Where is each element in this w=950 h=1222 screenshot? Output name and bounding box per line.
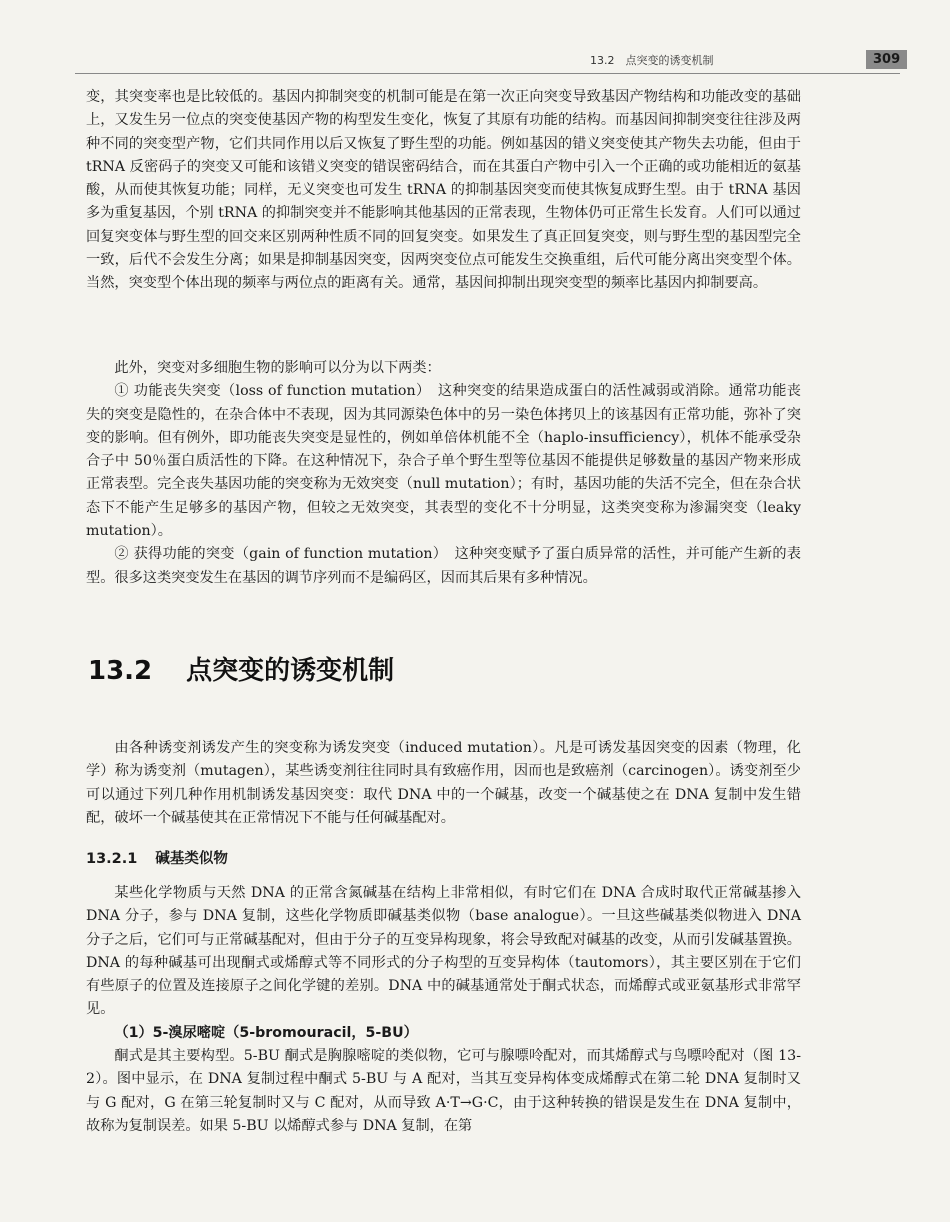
paragraph-gain-of-function: ② 获得功能的突变（gain of function mutation） 这种突变赋予了蛋白质异常的活性，并可能产生新的表型。很多这类突变发生在基因的调节序列而不是编码区，因而其后果有多种情况。: [86, 546, 801, 586]
subsection-number: 13.2.1: [86, 851, 138, 867]
paragraph: 某些化学物质与天然 DNA 的正常含氮碱基在结构上非常相似，有时它们在 DNA 合成时取代正常碱基掺入 DNA 分子，参与 DNA 复制，这些化学物质即碱基类似物（base analogue）。一旦这些碱基类似物进入 DNA 分子之后，它们可与正常碱基配对，但由于分子的互变异构现象，将会导致配对碱基的改变，从而引发碱基置换。DNA 的每种碱基可出现酮式或烯醇式等不同形式的分子构型的互变异构体（tautomors），其主要区别在于它们有些原子的位置及连接原子之间化学键的差别。DNA 中的碱基通常处于酮式状态，而烯醇式或亚氨基形式非常罕见。: [86, 885, 801, 1018]
body-text-bottom: [86, 882, 801, 1138]
page-number: 309: [866, 50, 907, 69]
body-text-middle: [86, 357, 801, 590]
section-intro: [86, 737, 801, 830]
paragraph: 由各种诱变剂诱发产生的突变称为诱发突变（induced mutation）。凡是可诱发基因突变的因素（物理，化学）称为诱变剂（mutagen），某些诱变剂往往同时具有致癌作用，因而也是致癌剂（carcinogen）。诱变剂至少可以通过下列几种作用机制诱发基因突变：取代 DNA 中的一个碱基，改变一个碱基使之在 DNA 复制中发生错配，破坏一个碱基使其在正常情况下不能与任何碱基配对。: [86, 740, 801, 826]
section-number: 13.2: [88, 656, 153, 686]
section-heading: [88, 650, 394, 687]
running-header-label: 13.2 点突变的诱变机制: [590, 54, 714, 67]
body-text-top: [86, 86, 801, 296]
paragraph: 变，其突变率也是比较低的。基因内抑制突变的机制可能是在第一次正向突变导致基因产物结构和功能改变的基础上，又发生另一位点的突变使基因产物的构型发生变化，恢复了其原有功能的结构。而基因间抑制突变往往涉及两种不同的突变型产物，它们共同作用以后又恢复了野生型的功能。例如基因的错义突变使其产物失去功能，但由于 tRNA 反密码子的突变又可能和该错义突变的错误密码结合，而在其蛋白产物中引入一个正确的或功能相近的氨基酸，从而使其恢复功能；同样，无义突变也可发生 tRNA 的抑制基因突变而使其恢复成野生型。由于 tRNA 基因多为重复基因，个别 tRNA 的抑制突变并不能影响其他基因的正常表现，生物体仍可正常生长发育。人们可以通过回复突变体与野生型的回交来区别两种性质不同的回复突变。如果发生了真正回复突变，则与野生型的基因型完全一致，后代不会发生分离；如果是抑制基因突变，因两突变位点可能发生交换重组，后代可能分离出突变型个体。当然，突变型个体出现的频率与两位点的距离有关。通常，基因间抑制出现突变型的频率比基因内抑制要高。: [86, 89, 801, 292]
item-heading: （1）5-溴尿嘧啶（5-bromouracil，5-BU）: [114, 1024, 418, 1041]
paragraph-loss-of-function: ① 功能丧失突变（loss of function mutation） 这种突变的结果造成蛋白的活性减弱或消除。通常功能丧失的突变是隐性的，在杂合体中不表现，因为其同源染色体中的另一染色体拷贝上的该基因有正常功能，弥补了突变的影响。但有例外，即功能丧失突变是显性的，例如单倍体机能不全（haplo-insufficiency），机体不能承受杂合子中 50％蛋白质活性的下降。在这种情况下，杂合子单个野生型等位基因不能提供足够数量的基因产物来形成正常表型。完全丧失基因功能的突变称为无效突变（null mutation）；有时，基因功能的失活不完全，但在杂合状态下不能产生足够多的基因产物，但较之无效突变，其表型的变化不十分明显，这类突变称为渗漏突变（leaky mutation）。: [86, 383, 801, 540]
subsection-heading: [86, 847, 228, 868]
subsection-title: 碱基类似物: [155, 851, 228, 867]
section-title: 点突变的诱变机制: [186, 656, 395, 686]
paragraph: 酮式是其主要构型。5-BU 酮式是胸腺嘧啶的类似物，它可与腺嘌呤配对，而其烯醇式与鸟嘌呤配对（图 13-2）。图中显示，在 DNA 复制过程中酮式 5-BU 与 A 配对，当其互变异构体变成烯醇式在第二轮 DNA 复制时又与 G 配对，G 在第三轮复制时又与 C 配对，从而导致 A·T→G·C，由于这种转换的错误是发生在 DNA 复制中，故称为复制误差。如果 5-BU 以烯醇式参与 DNA 复制，在第: [86, 1048, 801, 1134]
header-rule: [75, 73, 900, 74]
paragraph: 此外，突变对多细胞生物的影响可以分为以下两类：: [114, 360, 441, 376]
